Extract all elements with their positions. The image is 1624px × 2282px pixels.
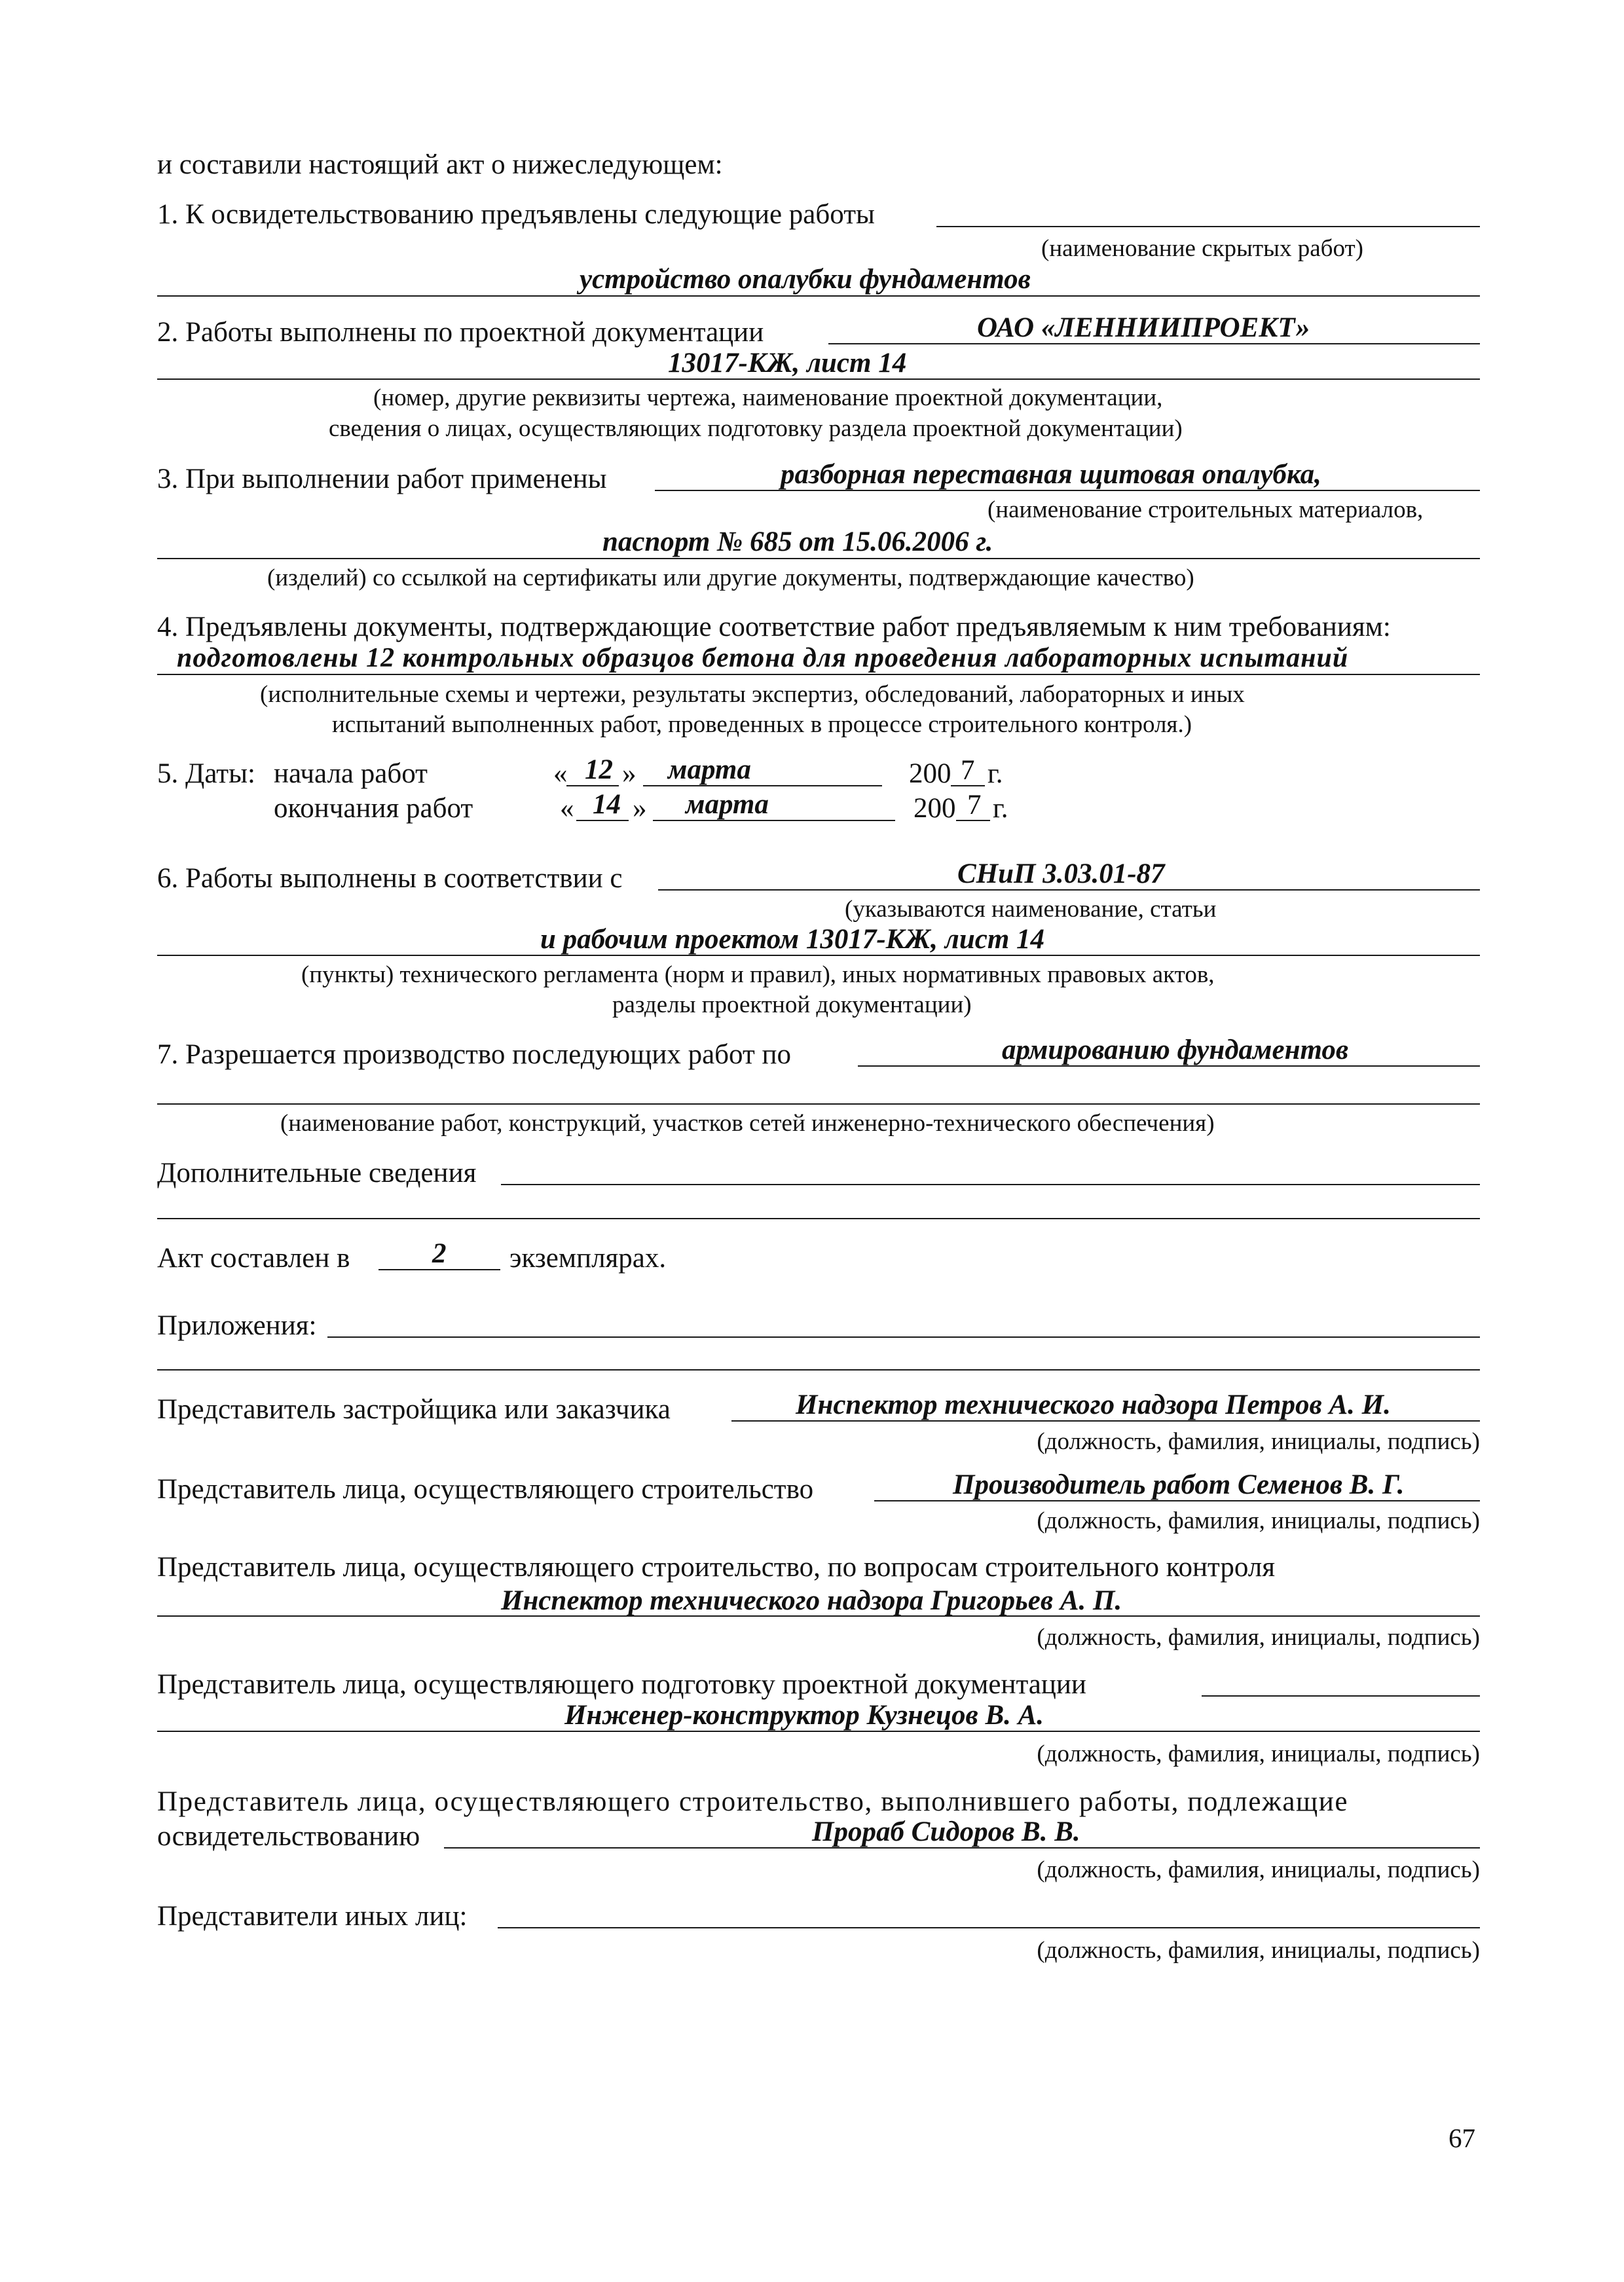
s2-label: 2. Работы выполнены по проектной документации bbox=[157, 317, 764, 348]
s7-label: 7. Разрешается производство последующих работ по bbox=[157, 1039, 792, 1070]
rep-designer-line-2 bbox=[157, 1731, 1480, 1732]
s2-line-2 bbox=[157, 378, 1480, 380]
s3-caption-2: (изделий) со ссылкой на сертификаты или другие документы, подтверждающие качество) bbox=[267, 564, 1194, 591]
s7-value: армированию фундаментов bbox=[1002, 1035, 1349, 1065]
s5-start-month: марта bbox=[668, 754, 751, 785]
additional-label: Дополнительные сведения bbox=[157, 1158, 477, 1188]
attachments-line-1 bbox=[327, 1336, 1480, 1338]
rep-control-value: Инспектор технического надзора Григорьев А. П. bbox=[501, 1585, 1122, 1616]
s5-end-label: окончания работ bbox=[274, 793, 473, 824]
rep-performer-line bbox=[444, 1847, 1480, 1849]
s5-start-year-suffix: г. bbox=[987, 758, 1003, 789]
s7-caption: (наименование работ, конструкций, участков сетей инженерно-технического обеспечения) bbox=[280, 1110, 1215, 1137]
copies-suffix: экземплярах. bbox=[509, 1243, 667, 1274]
s5-start-quote-open: « bbox=[553, 758, 568, 789]
intro-text: и составили настоящий акт о нижеследующем: bbox=[157, 149, 723, 180]
rep-customer-label: Представитель застройщика или заказчика bbox=[157, 1394, 671, 1425]
s5-label: 5. Даты: bbox=[157, 758, 255, 789]
s4-caption-2: испытаний выполненных работ, проведенных в процессе строительного контроля.) bbox=[332, 711, 1192, 738]
s3-value-2: паспорт № 685 от 15.06.2006 г. bbox=[602, 526, 993, 557]
s3-line-1 bbox=[655, 490, 1480, 491]
s5-start-year-prefix: 200 bbox=[909, 758, 951, 789]
s4-value: подготовлены 12 контрольных образцов бетона для проведения лабораторных испытаний bbox=[177, 643, 1349, 673]
rep-customer-caption: (должность, фамилия, инициалы, подпись) bbox=[1037, 1428, 1480, 1455]
attachments-label: Приложения: bbox=[157, 1310, 317, 1341]
copies-line bbox=[378, 1269, 500, 1270]
s5-end-year: 7 bbox=[967, 790, 982, 820]
s5-end-year-line bbox=[956, 820, 990, 821]
s5-start-quote-close: » bbox=[622, 758, 637, 789]
s2-caption-2: сведения о лицах, осуществляющих подготовку раздела проектной документации) bbox=[329, 415, 1183, 442]
s5-end-month-line bbox=[653, 820, 895, 821]
rep-builder-caption: (должность, фамилия, инициалы, подпись) bbox=[1037, 1507, 1480, 1534]
s5-end-month: марта bbox=[686, 789, 769, 820]
s6-value-1: СНиП 3.03.01-87 bbox=[957, 858, 1165, 889]
s1-line-1 bbox=[936, 226, 1480, 227]
s3-line-2 bbox=[157, 558, 1480, 559]
s3-label: 3. При выполнении работ применены bbox=[157, 464, 607, 494]
s3-value-1: разборная переставная щитовая опалубка, bbox=[781, 459, 1321, 490]
rep-others-caption: (должность, фамилия, инициалы, подпись) bbox=[1037, 1937, 1480, 1964]
page-number: 67 bbox=[1449, 2123, 1475, 2153]
rep-builder-label: Представитель лица, осуществляющего строительство bbox=[157, 1474, 814, 1505]
s1-line-2 bbox=[157, 295, 1480, 297]
s1-value: устройство опалубки фундаментов bbox=[580, 264, 1031, 295]
s5-end-year-prefix: 200 bbox=[913, 793, 956, 824]
s5-start-day: 12 bbox=[585, 754, 613, 785]
rep-designer-line-1 bbox=[1202, 1695, 1480, 1697]
s6-label: 6. Работы выполнены в соответствии с bbox=[157, 863, 623, 894]
s6-caption-1: (указываются наименование, статьи bbox=[845, 896, 1217, 923]
s6-line-2 bbox=[157, 955, 1480, 956]
s6-line-1 bbox=[658, 889, 1480, 891]
s5-start-day-line bbox=[566, 785, 619, 786]
s7-line-2 bbox=[157, 1103, 1480, 1105]
rep-designer-caption: (должность, фамилия, инициалы, подпись) bbox=[1037, 1740, 1480, 1767]
rep-customer-line bbox=[731, 1420, 1480, 1422]
s1-caption: (наименование скрытых работ) bbox=[1041, 235, 1363, 262]
attachments-line-2 bbox=[157, 1369, 1480, 1371]
copies-label: Акт составлен в bbox=[157, 1243, 350, 1274]
rep-performer-caption: (должность, фамилия, инициалы, подпись) bbox=[1037, 1856, 1480, 1883]
rep-builder-value: Производитель работ Семенов В. Г. bbox=[953, 1469, 1405, 1500]
rep-control-label: Представитель лица, осуществляющего строительство, по вопросам строительного контроля bbox=[157, 1552, 1276, 1583]
s2-value-2: 13017-КЖ, лист 14 bbox=[668, 348, 907, 378]
rep-control-line bbox=[157, 1615, 1480, 1617]
s2-value-1: ОАО «ЛЕННИИПРОЕКТ» bbox=[977, 312, 1310, 343]
s6-caption-2: (пункты) технического регламента (норм и правил), иных нормативных правовых актов, bbox=[301, 961, 1215, 988]
copies-value: 2 bbox=[432, 1238, 447, 1269]
s4-label: 4. Предъявлены документы, подтверждающие соответствие работ предъявляемым к ним требованиям: bbox=[157, 612, 1391, 642]
rep-customer-value: Инспектор технического надзора Петров А. И. bbox=[796, 1389, 1391, 1420]
rep-performer-value: Прораб Сидоров В. В. bbox=[812, 1816, 1080, 1847]
s5-end-quote-open: « bbox=[560, 793, 574, 824]
rep-designer-value: Инженер-конструктор Кузнецов В. А. bbox=[564, 1700, 1044, 1731]
s2-line-1 bbox=[828, 343, 1480, 344]
s6-value-2: и рабочим проектом 13017-КЖ, лист 14 bbox=[540, 924, 1045, 955]
additional-line-1 bbox=[501, 1184, 1480, 1185]
rep-control-caption: (должность, фамилия, инициалы, подпись) bbox=[1037, 1624, 1480, 1651]
rep-builder-line bbox=[874, 1500, 1480, 1501]
s5-start-month-line bbox=[643, 785, 882, 786]
additional-line-2 bbox=[157, 1218, 1480, 1219]
s3-caption-1: (наименование строительных материалов, bbox=[987, 496, 1424, 523]
rep-designer-label: Представитель лица, осуществляющего подготовку проектной документации bbox=[157, 1669, 1086, 1700]
rep-performer-label-2: освидетельствованию bbox=[157, 1821, 420, 1852]
rep-others-label: Представители иных лиц: bbox=[157, 1901, 468, 1932]
s5-start-year-line bbox=[951, 785, 985, 786]
rep-others-line bbox=[498, 1927, 1480, 1928]
s1-label: 1. К освидетельствованию предъявлены следующие работы bbox=[157, 199, 875, 230]
s5-end-day: 14 bbox=[593, 789, 621, 820]
s5-start-label: начала работ bbox=[274, 758, 428, 789]
s5-start-year: 7 bbox=[961, 755, 975, 786]
s2-caption-1: (номер, другие реквизиты чертежа, наименование проектной документации, bbox=[373, 384, 1163, 411]
s5-end-day-line bbox=[576, 820, 629, 821]
s6-caption-3: разделы проектной документации) bbox=[612, 991, 972, 1018]
rep-performer-label-1: Представитель лица, осуществляющего строительство, выполнившего работы, подлежащие bbox=[157, 1786, 1349, 1817]
s4-caption-1: (исполнительные схемы и чертежи, результаты экспертиз, обследований, лабораторных и иных bbox=[260, 681, 1245, 708]
s7-line-1 bbox=[858, 1065, 1480, 1067]
s5-end-quote-close: » bbox=[633, 793, 647, 824]
s4-line bbox=[157, 674, 1480, 675]
s5-end-year-suffix: г. bbox=[993, 793, 1008, 824]
